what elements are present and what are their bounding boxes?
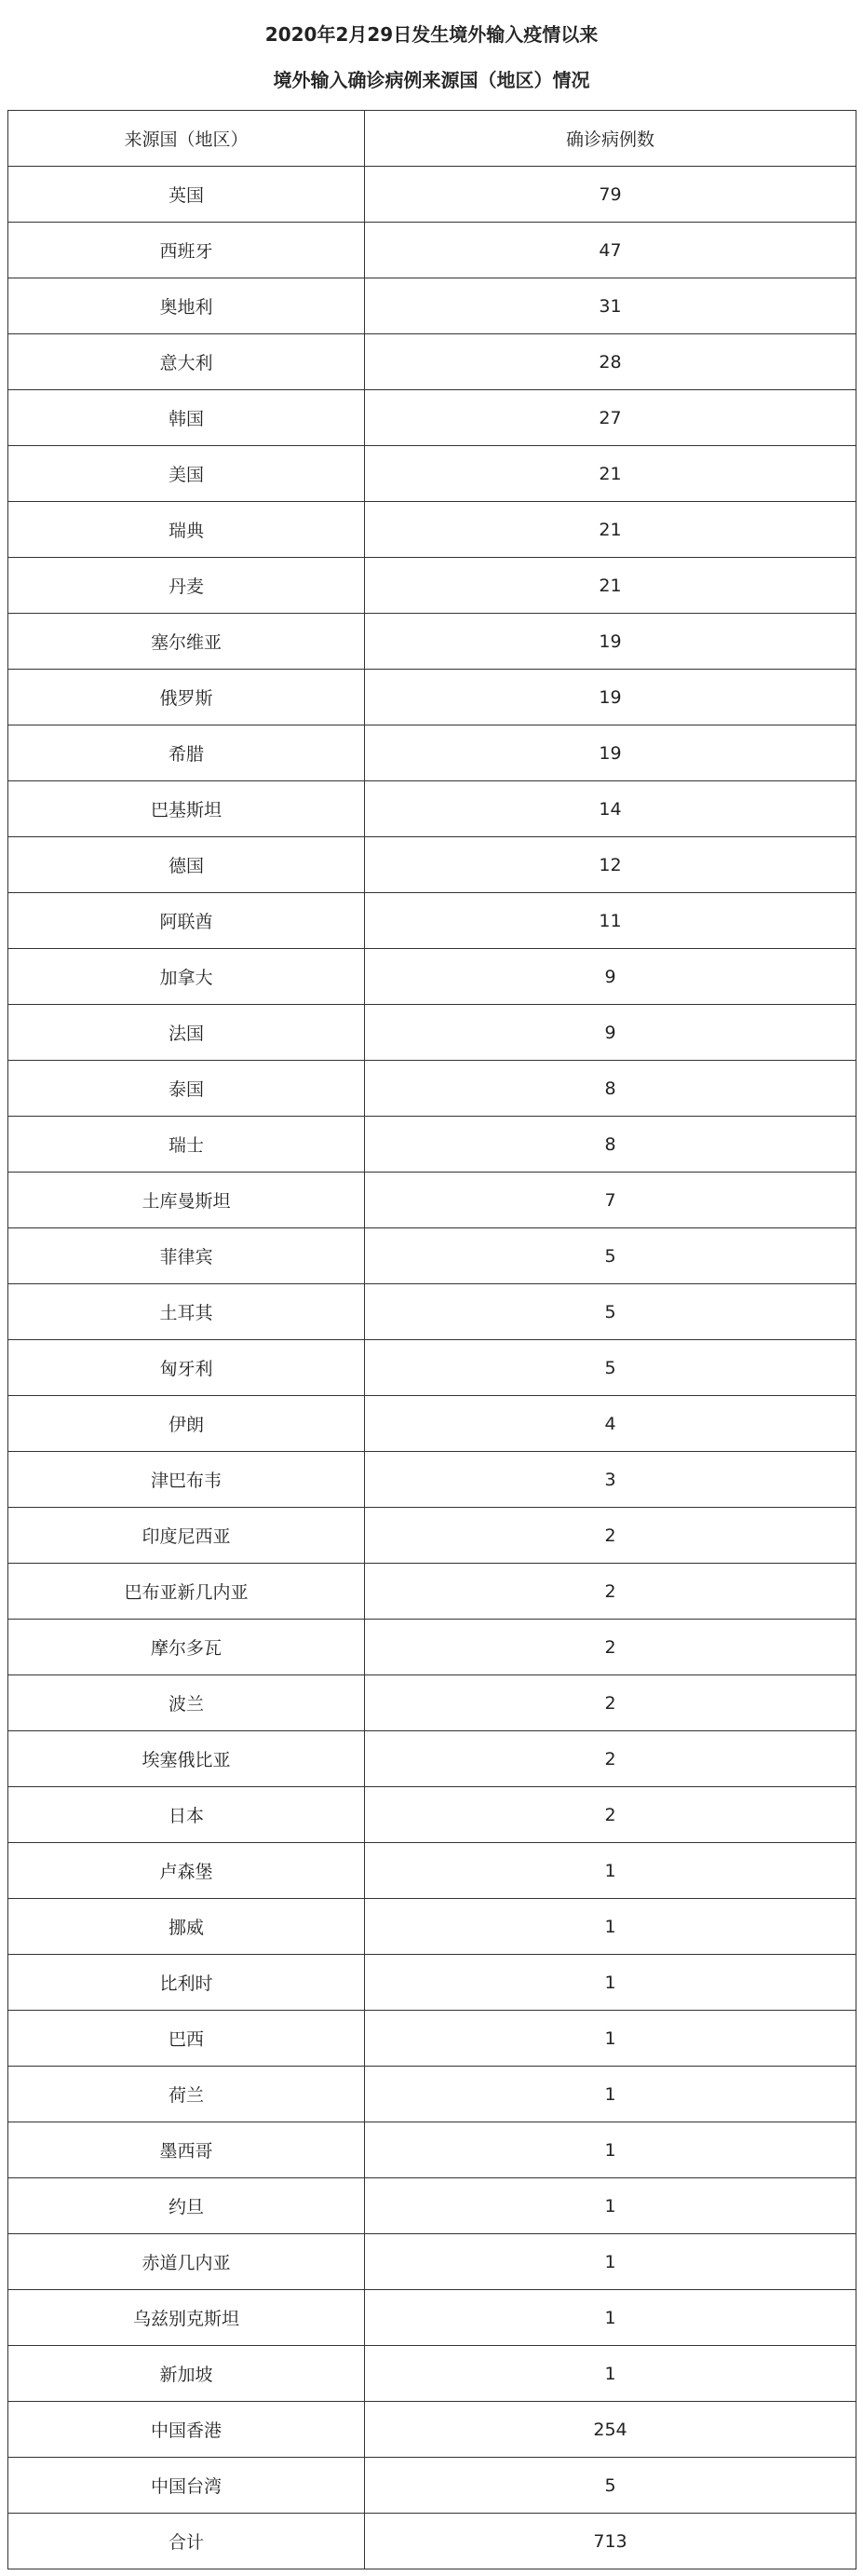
- count-cell: 21: [365, 446, 856, 502]
- country-cell: 匈牙利: [8, 1340, 365, 1396]
- country-cell: 伊朗: [8, 1396, 365, 1452]
- count-cell: 2: [365, 1620, 856, 1675]
- country-cell: 塞尔维亚: [8, 614, 365, 670]
- country-cell: 埃塞俄比亚: [8, 1731, 365, 1787]
- table-row: [8, 446, 856, 502]
- table-row: [8, 1508, 856, 1564]
- country-cell: 希腊: [8, 725, 365, 781]
- table-row: [8, 390, 856, 446]
- count-cell: 5: [365, 2458, 856, 2514]
- count-cell: 2: [365, 1564, 856, 1620]
- count-cell: 28: [365, 334, 856, 390]
- table-header-row: [8, 111, 856, 167]
- count-cell: 47: [365, 223, 856, 278]
- country-cell: 土库曼斯坦: [8, 1173, 365, 1228]
- country-cell: 德国: [8, 837, 365, 893]
- table-row: [8, 893, 856, 949]
- count-cell: 1: [365, 2234, 856, 2290]
- table-row: [8, 558, 856, 614]
- table-row: [8, 1731, 856, 1787]
- table-row: [8, 2458, 856, 2514]
- table-row: [8, 2178, 856, 2234]
- count-cell: 254: [365, 2402, 856, 2458]
- table-row: [8, 334, 856, 390]
- table-row: [8, 1173, 856, 1228]
- table-row: [8, 2067, 856, 2122]
- table-row: [8, 2122, 856, 2178]
- country-cell: 西班牙: [8, 223, 365, 278]
- count-cell: 2: [365, 1731, 856, 1787]
- country-cell: 菲律宾: [8, 1228, 365, 1284]
- country-cell: 津巴布韦: [8, 1452, 365, 1508]
- table-row: [8, 1228, 856, 1284]
- header-country: 来源国（地区）: [8, 111, 365, 167]
- table-row: [8, 2346, 856, 2402]
- table-row: [8, 1787, 856, 1843]
- count-cell: 8: [365, 1117, 856, 1173]
- table-row: [8, 278, 856, 334]
- country-cell: 韩国: [8, 390, 365, 446]
- country-cell: 阿联酋: [8, 893, 365, 949]
- country-cell: 俄罗斯: [8, 670, 365, 725]
- table-row: [8, 2011, 856, 2067]
- count-cell: 1: [365, 2011, 856, 2067]
- country-cell: 加拿大: [8, 949, 365, 1005]
- title-line-1: 2020年2月29日发生境外输入疫情以来: [264, 23, 599, 46]
- count-cell: 19: [365, 670, 856, 725]
- country-cell: 印度尼西亚: [8, 1508, 365, 1564]
- country-cell: 新加坡: [8, 2346, 365, 2402]
- count-cell: 21: [365, 558, 856, 614]
- country-cell: 英国: [8, 167, 365, 223]
- table-row: [8, 1061, 856, 1117]
- country-cell: 土耳其: [8, 1284, 365, 1340]
- country-cell: 瑞士: [8, 1117, 365, 1173]
- country-cell: 合计: [8, 2514, 365, 2569]
- table-row: [8, 2290, 856, 2346]
- table-row: [8, 1955, 856, 2011]
- count-cell: 1: [365, 1899, 856, 1955]
- table-row: [8, 2234, 856, 2290]
- table-row: [8, 502, 856, 558]
- table-row: [8, 1340, 856, 1396]
- country-cell: 赤道几内亚: [8, 2234, 365, 2290]
- table-row: [8, 1675, 856, 1731]
- count-cell: 31: [365, 278, 856, 334]
- country-cell: 卢森堡: [8, 1843, 365, 1899]
- count-cell: 1: [365, 1955, 856, 2011]
- table-row: [8, 781, 856, 837]
- country-cell: 荷兰: [8, 2067, 365, 2122]
- table-row: [8, 1117, 856, 1173]
- table-row: [8, 1620, 856, 1675]
- table-body: [8, 167, 856, 2569]
- table-row: [8, 725, 856, 781]
- count-cell: 8: [365, 1061, 856, 1117]
- country-cell: 中国香港: [8, 2402, 365, 2458]
- country-cell: 丹麦: [8, 558, 365, 614]
- country-cell: 泰国: [8, 1061, 365, 1117]
- table-row: [8, 949, 856, 1005]
- count-cell: 7: [365, 1173, 856, 1228]
- count-cell: 2: [365, 1675, 856, 1731]
- country-cell: 瑞典: [8, 502, 365, 558]
- count-cell: 4: [365, 1396, 856, 1452]
- count-cell: 1: [365, 1843, 856, 1899]
- country-cell: 巴西: [8, 2011, 365, 2067]
- count-cell: 3: [365, 1452, 856, 1508]
- country-cell: 墨西哥: [8, 2122, 365, 2178]
- count-cell: 1: [365, 2067, 856, 2122]
- country-cell: 乌兹别克斯坦: [8, 2290, 365, 2346]
- count-cell: 5: [365, 1228, 856, 1284]
- count-cell: 27: [365, 390, 856, 446]
- country-cell: 巴布亚新几内亚: [8, 1564, 365, 1620]
- count-cell: 19: [365, 614, 856, 670]
- count-cell: 9: [365, 1005, 856, 1061]
- count-cell: 9: [365, 949, 856, 1005]
- country-cell: 意大利: [8, 334, 365, 390]
- country-cell: 美国: [8, 446, 365, 502]
- table-row: [8, 1284, 856, 1340]
- country-cell: 奥地利: [8, 278, 365, 334]
- count-cell: 2: [365, 1787, 856, 1843]
- title-line-2: 境外输入确诊病例来源国（地区）情况: [273, 69, 590, 91]
- country-cell: 比利时: [8, 1955, 365, 2011]
- count-cell: 1: [365, 2346, 856, 2402]
- cases-table: [7, 110, 856, 2569]
- count-cell: 713: [365, 2514, 856, 2569]
- country-cell: 摩尔多瓦: [8, 1620, 365, 1675]
- country-cell: 波兰: [8, 1675, 365, 1731]
- country-cell: 日本: [8, 1787, 365, 1843]
- count-cell: 12: [365, 837, 856, 893]
- table-row: [8, 1396, 856, 1452]
- count-cell: 1: [365, 2178, 856, 2234]
- header-count: 确诊病例数: [365, 111, 856, 167]
- table-row: [8, 1899, 856, 1955]
- table-row: [8, 614, 856, 670]
- country-cell: 挪威: [8, 1899, 365, 1955]
- table-row: [8, 1452, 856, 1508]
- count-cell: 79: [365, 167, 856, 223]
- count-cell: 1: [365, 2122, 856, 2178]
- count-cell: 11: [365, 893, 856, 949]
- count-cell: 1: [365, 2290, 856, 2346]
- count-cell: 2: [365, 1508, 856, 1564]
- table-row: [8, 1005, 856, 1061]
- table-row: [8, 837, 856, 893]
- table-row: [8, 2402, 856, 2458]
- table-row: [8, 1564, 856, 1620]
- count-cell: 19: [365, 725, 856, 781]
- count-cell: 5: [365, 1284, 856, 1340]
- table-row: [8, 670, 856, 725]
- country-cell: 约旦: [8, 2178, 365, 2234]
- count-cell: 5: [365, 1340, 856, 1396]
- country-cell: 中国台湾: [8, 2458, 365, 2514]
- table-row: [8, 223, 856, 278]
- country-cell: 法国: [8, 1005, 365, 1061]
- count-cell: 21: [365, 502, 856, 558]
- table-row: [8, 2514, 856, 2569]
- count-cell: 14: [365, 781, 856, 837]
- table-row: [8, 167, 856, 223]
- table-row: [8, 1843, 856, 1899]
- country-cell: 巴基斯坦: [8, 781, 365, 837]
